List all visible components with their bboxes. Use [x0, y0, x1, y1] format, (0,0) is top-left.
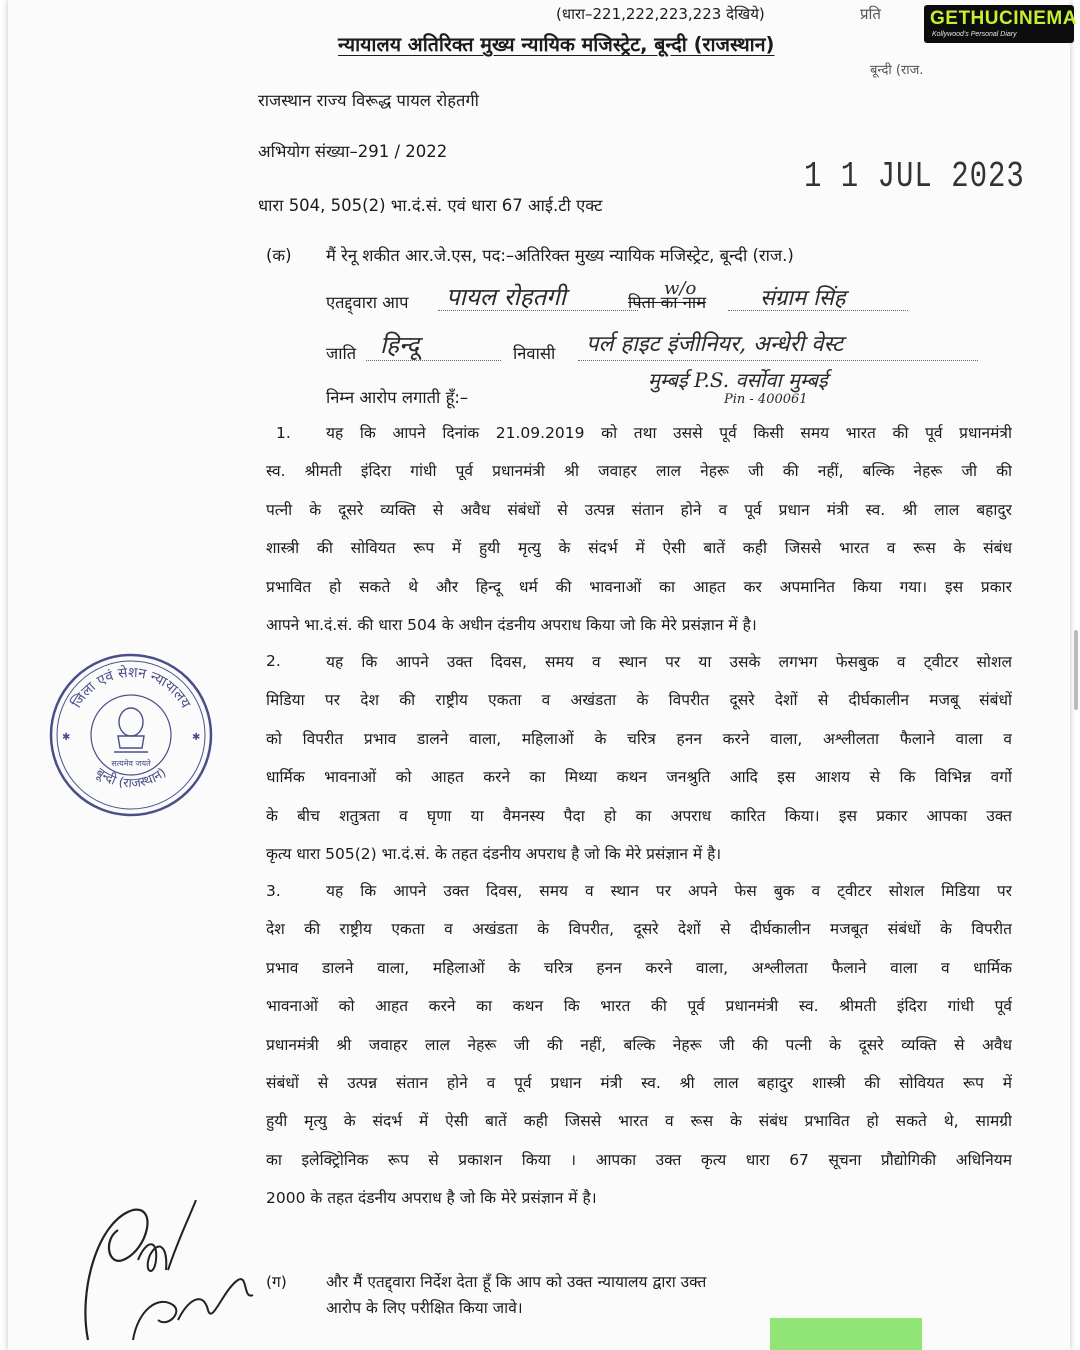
court-title: न्यायालय अतिरिक्त मुख्य न्यायिक मजिस्ट्रेट, बून्दी (राजस्थान) [338, 33, 775, 56]
charge-line: संबंधों से उत्पन्न संतान होने व पूर्व प्रधान मंत्री स्व. श्री लाल बहादुर शास्त्री की सोवियत रूप में [266, 1073, 1012, 1092]
court-seal-stamp [48, 652, 214, 818]
stamp-star-icon: ✱ [62, 732, 71, 743]
father-label: पिता का नाम [628, 293, 707, 312]
father-prefix: w/o [664, 278, 697, 299]
stamp-motto: सत्यमेव जयते [111, 759, 151, 768]
charge-line: प्रभाव डालने वाला, महिलाओं के चरित्र हनन करने वाला, अश्लीलता फैलाने वाला व धार्मिक [266, 958, 1012, 977]
section-ka-label: (क) [266, 246, 292, 265]
accused-name: पायल रोहतगी [446, 283, 566, 311]
stamp-bottom-text: बून्दी (राजस्थान) [92, 765, 170, 792]
charge-line: हुयी मृत्यु के संदर्भ में ऐसी बातें कही जिससे भारत व रूस के संबंध प्रभावित हो सकते थे, सामग्री [266, 1112, 1012, 1131]
case-sections: धारा 504, 505(2) भा.दं.सं. एवं धारा 67 आई.टी एक्ट [258, 196, 603, 215]
charge-line: यह कि आपने उक्त दिवस, समय व स्थान पर या उसके लगभग फेसबुक व ट्वीटर सोशल [326, 653, 1012, 671]
charge-3-number: 3. [266, 882, 281, 900]
charge-line: भावनाओं को आहत करने का कथन कि भारत की पूर्व प्रधानमंत्री स्व. श्रीमती इंदिरा गांधी पूर्व [266, 997, 1012, 1016]
charge-line: प्रभावित हो सकते थे और हिन्दू धर्म की भावनाओं का आहत कर अपमानित किया गया। इस प्रकार [266, 577, 1012, 596]
charge-line: शास्त्री की सोवियत रूप में हुयी मृत्यु के संदर्भ में ऐसी बातें कही जिससे भारत व रूस के संबंध [266, 539, 1012, 558]
address-line1: पर्ल हाइट इंजीनियर, अन्धेरी वेस्ट [586, 332, 844, 357]
charge-line: आपने भा.दं.सं. की धारा 504 के अधीन दंडनीय अपराध किया जो कि मेरे प्रसंज्ञान में है। [266, 615, 757, 634]
copy-mark: प्रति [860, 5, 881, 23]
father-name: संग्राम सिंह [760, 286, 846, 311]
charge-3-text [266, 872, 1012, 1218]
watermark-logo [924, 5, 1077, 43]
charge-line: का इलेक्ट्रिोनिक रूप से प्रकाशन किया । आपका उक्त कृत्य धारा 67 सूचना प्रौद्योगिकी अधिनियम [266, 1150, 1012, 1169]
case-number: अभियोग संख्या–291 / 2022 [258, 142, 448, 161]
document-page [8, 0, 1070, 1350]
charge-line: देश की राष्ट्रीय एकता व अखंडता के विपरीत, दूसरे देशों से दीर्घकालीन मजबूत संबंधों के विपरीत [266, 920, 1012, 939]
section-ga-label: (ग) [266, 1273, 287, 1291]
caste-value: हिन्दू [380, 331, 420, 359]
charge-line: धार्मिक भावनाओं को आहत करने का मिथ्या कथन जनश्रुति आदि इस आशय से कि विभिन्न वर्गो [266, 768, 1012, 787]
charge-line: स्व. श्रीमती इंदिरा गांधी पूर्व प्रधानमंत्री श्री जवाहर लाल नेहरू जी की नहीं, बल्कि नेहरू जी की [266, 462, 1012, 481]
section-ka-text: मैं रेनू शकीत आर.जे.एस, पद:–अतिरिक्त मुख्य न्यायिक मजिस्ट्रेट, बून्दी (राज.) [326, 246, 794, 265]
charge-line: कृत्य धारा 505(2) भा.दं.सं. के तहत दंडनीय अपराध है जो कि मेरे प्रसंज्ञान में है। [266, 844, 722, 863]
highlighter-mark [770, 1318, 922, 1350]
address-pin: Pin - 400061 [724, 392, 808, 407]
section-ga-line1: और मैं एतद्द्वारा निर्देश देता हूँ कि आप को उक्त न्यायालय द्वारा उक्त [326, 1273, 707, 1291]
charge-2-number: 2. [266, 652, 281, 670]
charge-line: यह कि आपने दिनांक 21.09.2019 को तथा उससे पूर्व किसी समय भारत की पूर्व प्रधानमंत्री [326, 424, 1012, 442]
handwritten-signature [38, 1200, 268, 1350]
sections-reference: (धारा–221,222,223,223 देखिये) [556, 5, 765, 23]
date-stamp: 1 1 JUL 2023 [804, 155, 1025, 198]
charge-2-text [266, 643, 1012, 873]
stamp-star-icon: ✱ [192, 732, 201, 743]
charge-line: के बीच शतुत्रता व घृणा या वैमनस्य पैदा हो का अपराध कारित किया। इस प्रकार आपका उक्त [266, 806, 1012, 825]
court-stamp-line: बून्दी (राज. [870, 63, 924, 78]
stamp-top-text: जिला एवं सेशन न्यायालय [68, 664, 194, 711]
charge-line: पत्नी के दूसरे व्यक्ति से अवैध संबंधों से उत्पन्न संतान होने व पूर्व प्रधान मंत्री स्व. श्री लाल बहादुर [266, 500, 1012, 519]
accused-label: एतद्द्वारा आप [326, 293, 409, 312]
charge-line: प्रधानमंत्री श्री जवाहर लाल नेहरू जी की नहीं, बल्कि नेहरू जी की पत्नी के दूसरे व्यक्ति से अवैध [266, 1035, 1012, 1054]
charges-intro: निम्न आरोप लगाती हूँ:– [326, 388, 469, 407]
watermark-tagline: Kollywood's Personal Diary [932, 31, 1017, 38]
address-dotted-line [578, 360, 978, 361]
resident-label: निवासी [513, 344, 556, 363]
charge-line: 2000 के तहत दंडनीय अपराध है जो कि मेरे प्रसंज्ञान में है। [266, 1189, 597, 1208]
case-title: राजस्थान राज्य विरूद्ध पायल रोहतगी [258, 91, 479, 110]
watermark-name: GETHUCINEMA [930, 8, 1077, 29]
charge-1-text [266, 414, 1012, 644]
caste-label: जाति [326, 344, 357, 363]
charge-line: मिडिया पर देश की राष्ट्रीय एकता व अखंडता के विपरीत दूसरे देशों से दीर्घकालीन मजबू संबंधों [266, 691, 1012, 710]
page-scrollbar[interactable] [1074, 630, 1078, 710]
charge-1-number: 1. [276, 424, 291, 442]
emblem-icon [114, 708, 148, 752]
address-line2: मुम्बई P.S. वर्सोवा मुम्बई [648, 368, 828, 392]
charge-line: को विपरीत प्रभाव डालने वाला, महिलाओं के चरित्र हनन करने वाला, अश्लीलता फैलाने वाला व [266, 729, 1012, 748]
charge-line: यह कि आपने उक्त दिवस, समय व स्थान पर अपने फेस बुक व ट्वीटर सोशल मिडिया पर [326, 882, 1012, 900]
section-ga-line2: आरोप के लिए परीक्षित किया जावे। [326, 1299, 523, 1317]
